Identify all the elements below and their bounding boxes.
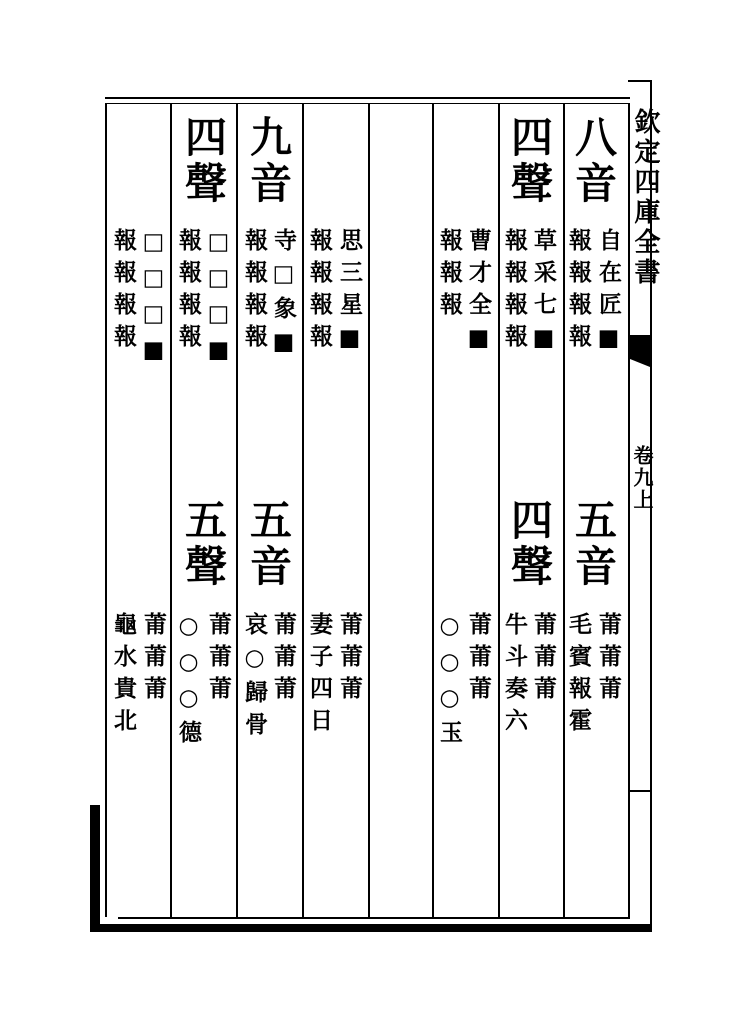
- table-cell: 龜水貴北: [110, 612, 137, 740]
- column-heading: 四聲: [505, 498, 554, 590]
- top-border-rule: [105, 97, 630, 99]
- column-divider: [105, 103, 107, 917]
- column-divider: [432, 103, 434, 917]
- table-cell: 思三星■: [336, 228, 363, 360]
- table-cell: 報報報報: [501, 228, 528, 356]
- table-cell: 報報報報: [565, 228, 592, 356]
- table-cell: 報報報報: [241, 228, 268, 356]
- table-cell: 妻子四日: [306, 612, 333, 740]
- binding-edge-mark: [90, 805, 100, 932]
- table-cell: 莆莆莆: [530, 612, 557, 708]
- table-cell: 莆莆莆: [140, 612, 167, 708]
- margin-frame: [628, 80, 652, 82]
- table-cell: 曹才全■: [465, 228, 492, 360]
- table-cell: 自在匠■: [595, 228, 622, 360]
- column-heading: 五音: [244, 498, 293, 590]
- column-heading: 五聲: [179, 498, 228, 590]
- table-cell: 莆莆莆: [336, 612, 363, 708]
- table-cell: □□□■: [140, 228, 167, 372]
- column-heading: 八音: [569, 115, 618, 207]
- table-cell: 草采七■: [530, 228, 557, 360]
- column-divider: [368, 103, 370, 917]
- table-cell: 毛賓報霍: [565, 612, 592, 740]
- juan-label: 卷九上: [630, 445, 654, 511]
- fish-tail-mark: [630, 335, 650, 367]
- table-cell: 寺□象■: [270, 228, 297, 364]
- column-divider: [236, 103, 238, 917]
- table-cell: 報報報報: [110, 228, 137, 356]
- column-heading: 四聲: [505, 115, 554, 207]
- column-heading: 九音: [244, 115, 293, 207]
- table-cell: 報報報: [436, 228, 463, 324]
- table-cell: 報報報報: [175, 228, 202, 356]
- margin-rule: [628, 790, 652, 792]
- column-divider: [563, 103, 565, 917]
- table-cell: ○○○玉: [436, 612, 463, 752]
- book-title: 欽定四庫全書: [630, 108, 660, 288]
- table-cell: ○○○德: [175, 612, 202, 752]
- column-heading: 五音: [569, 498, 618, 590]
- table-cell: 莆莆莆: [270, 612, 297, 708]
- column-heading: 四聲: [179, 115, 228, 207]
- table-cell: 莆莆莆: [465, 612, 492, 708]
- column-divider: [170, 103, 172, 917]
- table-cell: □□□■: [205, 228, 232, 372]
- table-cell: 莆莆莆: [595, 612, 622, 708]
- table-cell: 牛斗奏六: [501, 612, 528, 740]
- bottom-border-rule: [118, 917, 630, 919]
- column-divider: [302, 103, 304, 917]
- table-cell: 莆莆莆: [205, 612, 232, 708]
- table-cell: 哀○歸骨: [241, 612, 268, 744]
- column-divider: [498, 103, 500, 917]
- bottom-thick-rule: [90, 924, 652, 932]
- table-cell: 報報報報: [306, 228, 333, 356]
